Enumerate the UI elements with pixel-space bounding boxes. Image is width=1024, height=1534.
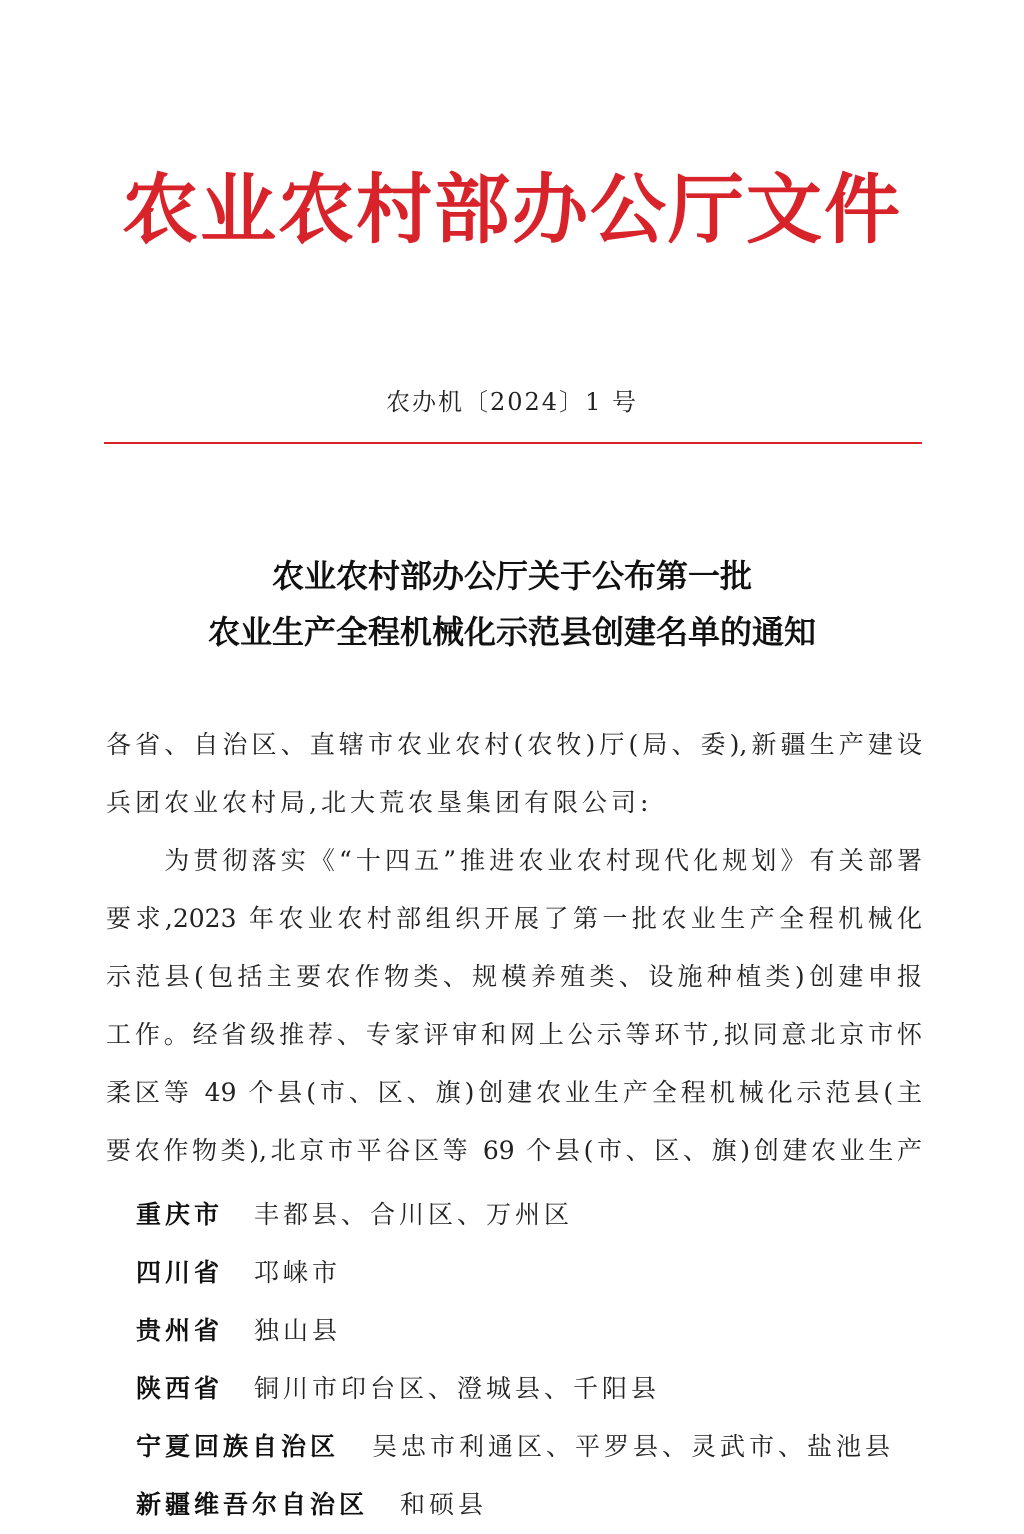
- document-number: 农办机〔2024〕1 号: [386, 388, 638, 416]
- region-name: 重庆市: [136, 1200, 224, 1229]
- notice-title-line-2: 农业生产全程机械化示范县创建名单的通知: [207, 613, 816, 651]
- body-line: 各省、自治区、直辖市农业农村(农牧)厅(局、委),新疆生产建设: [106, 730, 922, 759]
- region-name: 四川省: [136, 1258, 224, 1287]
- list-item: [136, 1244, 936, 1302]
- list-item: [136, 1476, 936, 1534]
- body-line: 工作。经省级推荐、专家评审和网上公示等环节,拟同意北京市怀: [106, 1020, 922, 1049]
- county-names: 丰都县、合川区、万州区: [254, 1200, 574, 1229]
- body-line: 兵团农业农村局,北大荒农垦集团有限公司:: [106, 788, 653, 817]
- region-name: 宁夏回族自治区: [136, 1432, 340, 1461]
- county-list: [136, 1186, 936, 1534]
- body-line: 为贯彻落实《“十四五”推进农业农村现代化规划》有关部署: [106, 846, 922, 875]
- region-name: 贵州省: [136, 1316, 224, 1345]
- red-divider-line: [104, 442, 922, 444]
- county-names: 铜川市印台区、澄城县、千阳县: [254, 1374, 661, 1403]
- masthead-title: 农业农村部办公厅文件: [122, 165, 902, 254]
- county-names: 和硕县: [400, 1490, 488, 1519]
- county-names: 吴忠市利通区、平罗县、灵武市、盐池县: [372, 1432, 895, 1461]
- body-line: 示范县(包括主要农作物类、规模养殖类、设施种植类)创建申报: [106, 962, 922, 991]
- list-item: [136, 1302, 936, 1360]
- list-item: [136, 1360, 936, 1418]
- region-name: 新疆维吾尔自治区: [136, 1490, 369, 1519]
- list-item: [136, 1418, 936, 1476]
- notice-title-line-1: 农业农村部办公厅关于公布第一批: [271, 557, 752, 595]
- body-line: 柔区等 49 个县(市、区、旗)创建农业生产全程机械化示范县(主: [106, 1078, 922, 1107]
- list-item: [136, 1186, 936, 1244]
- county-names: 独山县: [254, 1316, 342, 1345]
- body-line: 要求,2023 年农业农村部组织开展了第一批农业生产全程机械化: [106, 904, 922, 933]
- county-names: 邛崃市: [254, 1258, 342, 1287]
- notice-body: [106, 716, 922, 1180]
- body-line: 要农作物类),北京市平谷区等 69 个县(市、区、旗)创建农业生产: [106, 1136, 922, 1165]
- region-name: 陕西省: [136, 1374, 224, 1403]
- notice-title: [0, 548, 1024, 660]
